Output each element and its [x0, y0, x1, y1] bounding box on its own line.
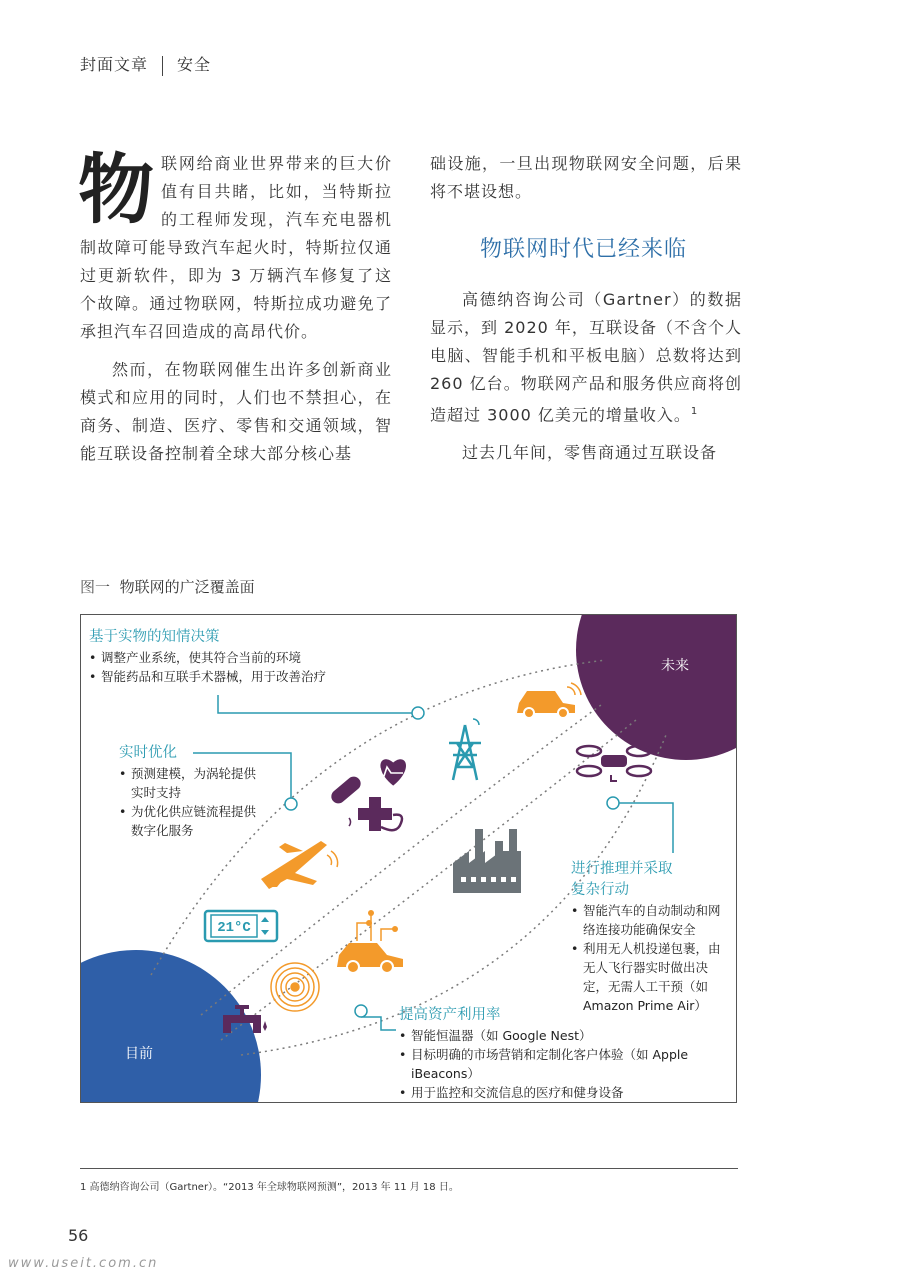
- factory-icon: [453, 829, 521, 893]
- box2-item: • 预测建模，为涡轮提供实时支持: [119, 764, 259, 802]
- header-topic: 安全: [177, 55, 212, 74]
- box2-item: • 为优化供应链流程提供数字化服务: [119, 802, 259, 840]
- future-label: 未来: [661, 658, 689, 674]
- drone-icon: [577, 746, 651, 781]
- section-title: 物联网时代已经来临: [480, 237, 688, 262]
- box3-item: • 智能汽车的自动制动和网络连接功能确保安全: [571, 901, 731, 939]
- box-complex-actions: [571, 859, 731, 1015]
- header-divider: [162, 56, 163, 76]
- footnote-divider: [80, 1168, 738, 1169]
- smart-car-icon: [337, 910, 403, 973]
- anchor-box4: [355, 1005, 367, 1017]
- airplane-icon: [261, 841, 338, 889]
- connector-box3: [619, 803, 673, 853]
- box3-item: • 利用无人机投递包裹，由无人飞行器实时做出决定，无需人工干预（如 Amazon Prime Air）: [571, 939, 731, 1015]
- paragraph-1: [78, 145, 392, 346]
- anchor-box1: [412, 707, 424, 719]
- present-circle: [81, 950, 261, 1102]
- iot-coverage-figure: [80, 614, 737, 1103]
- beacon-signal-icon: [271, 963, 319, 1011]
- paragraph-1-text: 联网给商业世界带来的巨大价值有目共睹，比如，当特斯拉的工程师发现，汽车充电器机制故障可能导致汽车起火时，特斯拉仅通过更新软件，即为 3 万辆汽车修复了这个故障。通过物联网，特斯拉成功避免了承担汽车召回造成的高昂代价。: [80, 154, 392, 341]
- future-circle: [576, 615, 736, 760]
- box4-item: • 用于监控和交流信息的医疗和健身设备: [399, 1083, 709, 1102]
- connector-box1: [218, 695, 414, 713]
- thermostat-icon: [205, 911, 277, 941]
- header-section: 封面文章: [80, 55, 149, 74]
- anchor-box2: [285, 798, 297, 810]
- paragraph-5: 过去几年间，零售商通过互联设备: [462, 443, 718, 463]
- inner-arc-upper: [201, 705, 601, 1015]
- box4-item: • 智能恒温器（如 Google Nest）: [399, 1026, 709, 1045]
- drop-cap: 物: [78, 145, 155, 234]
- box-realtime-optimization: [119, 743, 259, 840]
- running-header: [80, 52, 211, 76]
- box4-title: 提高资产利用率: [399, 1007, 501, 1023]
- thermostat-readout: 21°C: [217, 920, 251, 936]
- article-right-column: [430, 150, 742, 477]
- figure-label: 图一: [80, 578, 111, 596]
- paragraph-4-text: 高德纳咨询公司（Gartner）的数据显示，到 2020 年，互联设备（不含个人电脑、智能手机和平板电脑）总数将达到 260 亿台。物联网产品和服务供应商将创造超过 3000 亿美元的增量收入。: [430, 290, 742, 425]
- paragraph-2: 然而，在物联网催生出许多创新商业模式和应用的同时，人们也不禁担心，在商务、制造、医疗、零售和交通领域，智能互联设备控制着全球大部分核心基: [80, 360, 392, 463]
- box1-item: • 智能药品和互联手术器械，用于改善治疗: [89, 667, 419, 686]
- box3-title: 进行推理并采取复杂行动: [571, 861, 673, 898]
- box-asset-utilization: [399, 1005, 709, 1102]
- article-left-column: [78, 145, 392, 478]
- figure-title: 物联网的广泛覆盖面: [119, 578, 255, 596]
- pill-icon: [328, 774, 363, 807]
- paragraph-4: [430, 286, 742, 429]
- footnote-ref[interactable]: 1: [690, 406, 699, 417]
- box4-item: • 目标明确的市场营销和定制化客户体验（如 Apple iBeacons）: [399, 1045, 709, 1083]
- transmission-tower-icon: [449, 719, 481, 780]
- present-label: 目前: [125, 1046, 153, 1062]
- box2-title: 实时优化: [119, 745, 177, 761]
- medical-cross-icon: [349, 797, 402, 831]
- page-number: 56: [68, 1226, 89, 1245]
- connector-box4: [361, 1017, 396, 1030]
- connected-car-icon: [517, 683, 581, 718]
- paragraph-3: 础设施，一旦出现物联网安全问题，后果将不堪设想。: [430, 154, 742, 201]
- box1-title: 基于实物的知情决策: [89, 629, 220, 645]
- footnote: 1 高德纳咨询公司（Gartner）。“2013 年全球物联网预测”，2013 年 11 月 18 日。: [80, 1182, 459, 1193]
- box1-item: • 调整产业系统，使其符合当前的环境: [89, 648, 419, 667]
- watermark: www.useit.com.cn: [8, 1256, 159, 1271]
- anchor-box3: [607, 797, 619, 809]
- figure-caption: [80, 576, 255, 597]
- heart-monitor-icon: [365, 759, 406, 785]
- box-informed-decisions: [89, 627, 419, 686]
